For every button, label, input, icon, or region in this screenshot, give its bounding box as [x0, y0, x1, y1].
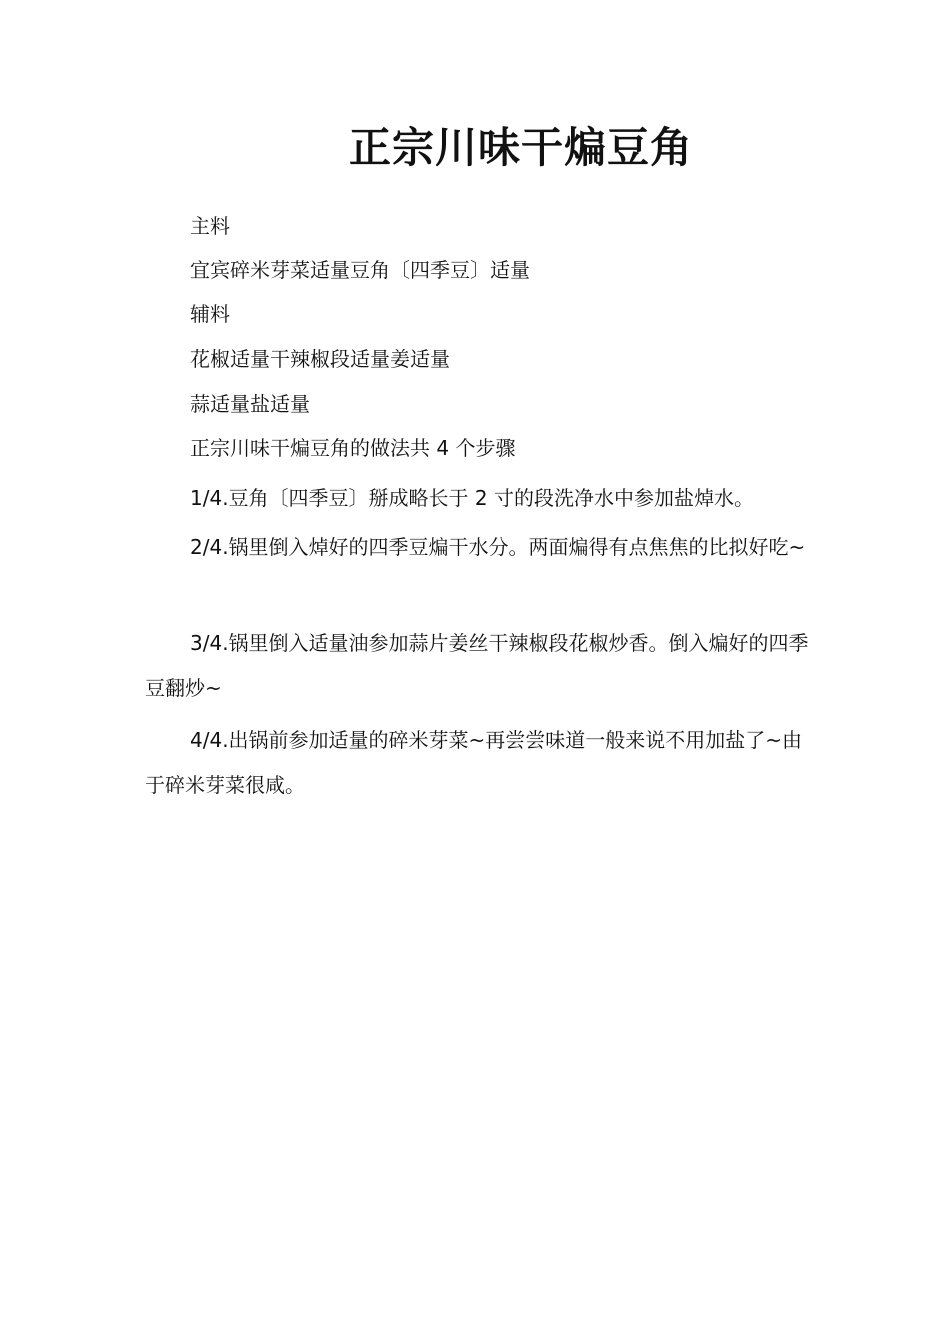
step-paragraph: 1/4.豆角〔四季豆〕掰成略长于 2 寸的段洗净水中参加盐焯水。 [190, 486, 754, 510]
auxiliary-text-2: 蒜适量盐适量 [190, 392, 310, 416]
main-ingredients-heading: 主料 [190, 214, 230, 238]
steps-intro: 正宗川味干煸豆角的做法共 4 个步骤 [190, 436, 516, 460]
auxiliary-heading: 辅料 [190, 302, 230, 326]
auxiliary-text-1: 花椒适量干辣椒段适量姜适量 [190, 347, 450, 371]
step-paragraph: 3/4.锅里倒入适量油参加蒜片姜丝干辣椒段花椒炒香。倒入煸好的四季豆翻炒~ [145, 631, 809, 700]
main-ingredients-text: 宜宾碎米芽菜适量豆角〔四季豆〕适量 [190, 258, 530, 282]
step-paragraph: 2/4.锅里倒入焯好的四季豆煸干水分。两面煸得有点焦焦的比拟好吃~ [190, 535, 806, 559]
step-paragraph: 4/4.出锅前参加适量的碎米芽菜~再尝尝味道一般来说不用加盐了~由于碎米芽菜很咸。 [145, 728, 803, 797]
page-title: 正宗川味干煸豆角 [348, 123, 693, 172]
